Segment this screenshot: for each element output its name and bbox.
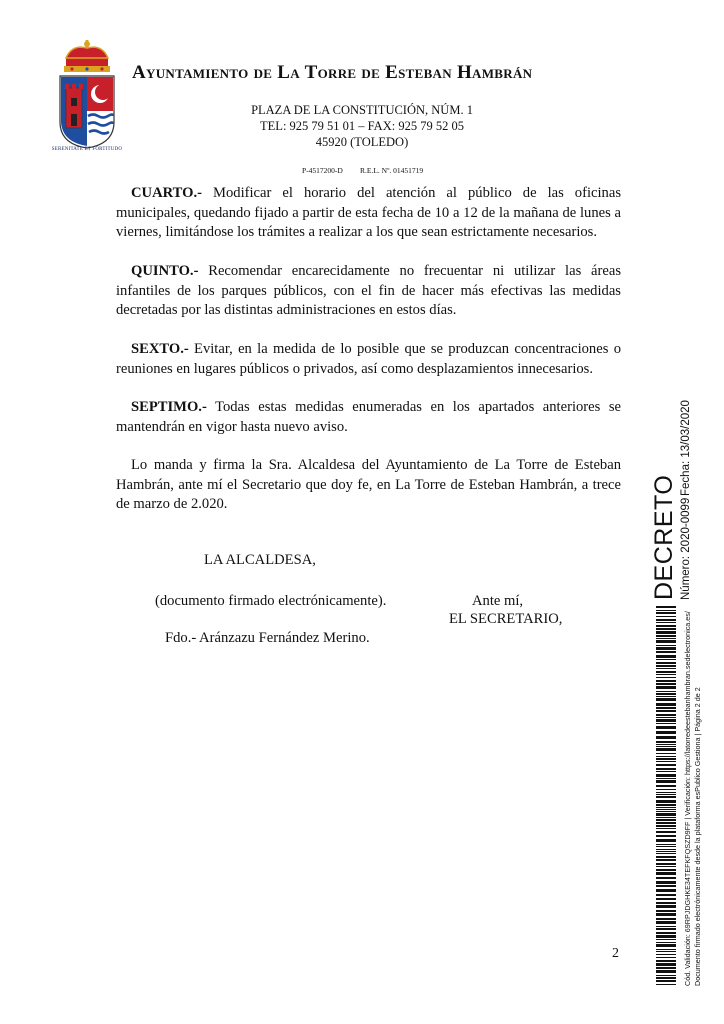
- barcode-bar: [656, 771, 676, 772]
- barcode-bar: [656, 960, 676, 962]
- barcode-bar: [656, 804, 676, 806]
- barcode-bar: [656, 635, 676, 637]
- barcode-bar: [656, 698, 676, 701]
- barcode-bar: [656, 980, 676, 982]
- barcode-bar: [656, 789, 676, 790]
- rel-code: R.E.L. Nº. 01451719: [360, 166, 424, 175]
- signed-note: (documento firmado electrónicamente).: [155, 593, 387, 609]
- barcode-bar: [656, 761, 676, 762]
- barcode-bar: [656, 951, 676, 952]
- barcode-bar: [656, 853, 676, 854]
- barcode-bar: [656, 703, 676, 706]
- barcode-bar: [656, 872, 676, 875]
- barcode-bar: [656, 970, 676, 973]
- barcode-bar: [656, 671, 676, 673]
- barcode-bar: [656, 905, 676, 908]
- barcode-bar: [656, 726, 676, 729]
- barcode-bar: [656, 856, 676, 858]
- barcode-bar: [656, 651, 676, 653]
- address-line-2: TEL: 925 79 51 01 – FAX: 925 79 52 05: [260, 119, 464, 133]
- barcode-bar: [656, 844, 676, 845]
- barcode-bar: [656, 628, 676, 630]
- barcode-bar: [656, 835, 676, 837]
- barcode-bar: [656, 902, 676, 904]
- barcode-bar: [656, 825, 676, 827]
- barcode-bar: [656, 846, 676, 847]
- barcode-bar: [656, 839, 676, 842]
- paragraph-cuarto: [116, 184, 621, 243]
- barcode-bar: [656, 645, 676, 646]
- address-line-1: PLAZA DE LA CONSTITUCIÓN, NÚM. 1: [251, 103, 473, 117]
- barcode-bar: [656, 913, 676, 916]
- barcode-bar: [656, 610, 676, 611]
- barcode-bar: [656, 932, 676, 934]
- decree-number: Número: 2020-0099: [680, 497, 692, 600]
- barcode-bar: [656, 811, 676, 812]
- paragraph-septimo: [116, 398, 621, 437]
- barcode-bar: [656, 741, 676, 743]
- barcode-bar: [656, 792, 676, 793]
- barcode-bar: [656, 748, 676, 751]
- barcode-bar: [656, 780, 676, 783]
- barcode-bar: [656, 813, 676, 816]
- barcode-bar: [656, 647, 676, 650]
- barcode-bar: [656, 606, 676, 608]
- municipal-crest-logo: [52, 40, 122, 152]
- paragraph-label: CUARTO.-: [131, 185, 202, 201]
- barcode-bar: [656, 638, 676, 639]
- paragraph-quinto: [116, 262, 621, 321]
- barcode-bar: [656, 640, 676, 643]
- barcode-bar: [656, 963, 676, 966]
- barcode-bar: [656, 674, 676, 675]
- barcode-bar: [656, 612, 676, 614]
- barcode-bar: [656, 859, 676, 861]
- barcode-bar: [656, 717, 676, 718]
- barcode-bar: [656, 921, 676, 924]
- barcode-bar: [656, 800, 676, 803]
- barcode-bar: [656, 655, 676, 658]
- barcode-bar: [656, 794, 676, 795]
- barcode-bar: [656, 877, 676, 879]
- barcode-bar: [656, 774, 676, 777]
- barcode-bar: [656, 710, 676, 712]
- barcode-bar: [656, 631, 676, 634]
- barcode-bar: [656, 869, 676, 871]
- barcode-bar: [656, 918, 676, 920]
- barcode-bar: [656, 756, 676, 757]
- crest-motto: SERENITATE ET FORTITUDO: [51, 147, 123, 152]
- barcode-bar: [656, 831, 676, 833]
- barcode-bar: [656, 723, 676, 724]
- barcode-bar: [656, 910, 676, 912]
- barcode-bar: [656, 668, 676, 669]
- barcode-bar: [656, 928, 676, 930]
- barcode-bar: [656, 881, 676, 884]
- paragraph-text: Modificar el horario del atención al público de las oficinas municipales, quedando fijado a partir de esta fecha de 10 a 12 de la mañana de lunes a viernes, limitándose los trámites a realizar a los que sean estrictamente necesarios.: [116, 185, 621, 240]
- barcode-bar: [656, 619, 676, 621]
- barcode-bar: [656, 885, 676, 887]
- signature-platform-note: Documento firmado electrónicamente desde la plataforma esPublico Gestiona | Página 2 de 2: [693, 687, 702, 986]
- barcode-bar: [656, 662, 676, 664]
- doc-type-label: DECRETO: [650, 474, 678, 600]
- barcode-bar: [656, 764, 676, 766]
- barcode-bar: [656, 696, 676, 697]
- barcode-bar: [656, 753, 676, 754]
- verification-barcode: [656, 606, 676, 986]
- secretario-title: EL SECRETARIO,: [449, 611, 563, 627]
- barcode-bar: [656, 622, 676, 623]
- barcode-bar: [656, 625, 676, 627]
- barcode-bar: [656, 686, 676, 689]
- barcode-bar: [656, 736, 676, 739]
- nif-code: P-4517200-D: [302, 166, 343, 175]
- barcode-bar: [656, 616, 676, 617]
- barcode-bar: [656, 659, 676, 660]
- barcode-bar: [656, 817, 676, 818]
- barcode-bar: [656, 984, 676, 985]
- barcode-bar: [656, 691, 676, 692]
- barcode-bar: [656, 851, 676, 852]
- paragraph-text: Todas estas medidas enumeradas en los apartados anteriores se mantendrán en vigor hasta nuevo aviso.: [116, 399, 621, 435]
- page-title: Ayuntamiento de La Torre de Esteban Hambrán: [132, 62, 533, 83]
- barcode-bar: [656, 935, 676, 938]
- barcode-bar: [656, 967, 676, 969]
- barcode-bar: [656, 665, 676, 667]
- address-line-3: 45920 (TOLEDO): [315, 135, 409, 149]
- signer-name: Fdo.- Aránzazu Fernández Merino.: [165, 630, 370, 646]
- barcode-bar: [656, 822, 676, 824]
- barcode-bar: [656, 949, 676, 950]
- barcode-bar: [656, 894, 676, 896]
- barcode-bar: [656, 778, 676, 779]
- barcode-bar: [656, 758, 676, 760]
- barcode-bar: [656, 944, 676, 947]
- barcode-bar: [656, 680, 676, 682]
- paragraph-closing: Lo manda y firma la Sra. Alcaldesa del Ayuntamiento de La Torre de Esteban Hambrán, ante mí el Secretario que doy fe, en La Torre de Esteban Hambrán, a trece de marzo de 2.020.: [116, 457, 621, 512]
- barcode-bar: [656, 866, 676, 867]
- paragraph-text: Recomendar encarecidamente no frecuentar ni utilizar las áreas infantiles de los parques públicos, con el fin de hacer más efectivas las medidas decretadas por las distintas administraciones en estos días.: [116, 263, 621, 318]
- barcode-bar: [656, 707, 676, 709]
- verification-code: Cód. Validación: 69RPJDGHKE34TEFKFQSZD9FF | Verificación: https://latorredeestebanhambran.sedelectronica.es/: [683, 611, 692, 986]
- paragraph-text: Evitar, en la medida de lo posible que se produzcan concentraciones o reuniones en lugares públicos o privados, así como desplazamientos innecesarios.: [116, 341, 621, 377]
- barcode-bar: [656, 719, 676, 722]
- barcode-bar: [656, 744, 676, 745]
- barcode-bar: [656, 898, 676, 900]
- barcode-bar: [656, 954, 676, 955]
- barcode-bar: [656, 785, 676, 787]
- paragraph-sexto: [116, 340, 621, 379]
- barcode-bar: [656, 926, 676, 927]
- barcode-bar: [656, 809, 676, 810]
- barcode-bar: [656, 977, 676, 979]
- barcode-bar: [656, 768, 676, 770]
- decree-date: Fecha: 13/03/2020: [680, 400, 692, 496]
- page-number: 2: [612, 946, 619, 961]
- barcode-bar: [656, 975, 676, 976]
- barcode-bar: [656, 714, 676, 716]
- ante-mi: Ante mí,: [472, 593, 524, 609]
- paragraph-label: QUINTO.-: [131, 263, 199, 279]
- barcode-bar: [656, 863, 676, 865]
- barcode-bar: [656, 683, 676, 685]
- barcode-bar: [656, 746, 676, 747]
- barcode-bar: [656, 957, 676, 958]
- barcode-bar: [656, 796, 676, 798]
- paragraph-label: SEXTO.-: [131, 341, 189, 357]
- barcode-bar: [656, 807, 676, 808]
- barcode-bar: [656, 849, 676, 850]
- barcode-bar: [656, 819, 676, 821]
- alcaldesa-title: LA ALCALDESA,: [204, 552, 316, 568]
- barcode-bar: [656, 731, 676, 734]
- barcode-bar: [656, 942, 676, 943]
- barcode-bar: [656, 939, 676, 940]
- barcode-bar: [656, 677, 676, 678]
- paragraph-label: SEPTIMO.-: [131, 399, 207, 415]
- barcode-bar: [656, 693, 676, 695]
- barcode-bar: [656, 828, 676, 829]
- barcode-bar: [656, 889, 676, 892]
